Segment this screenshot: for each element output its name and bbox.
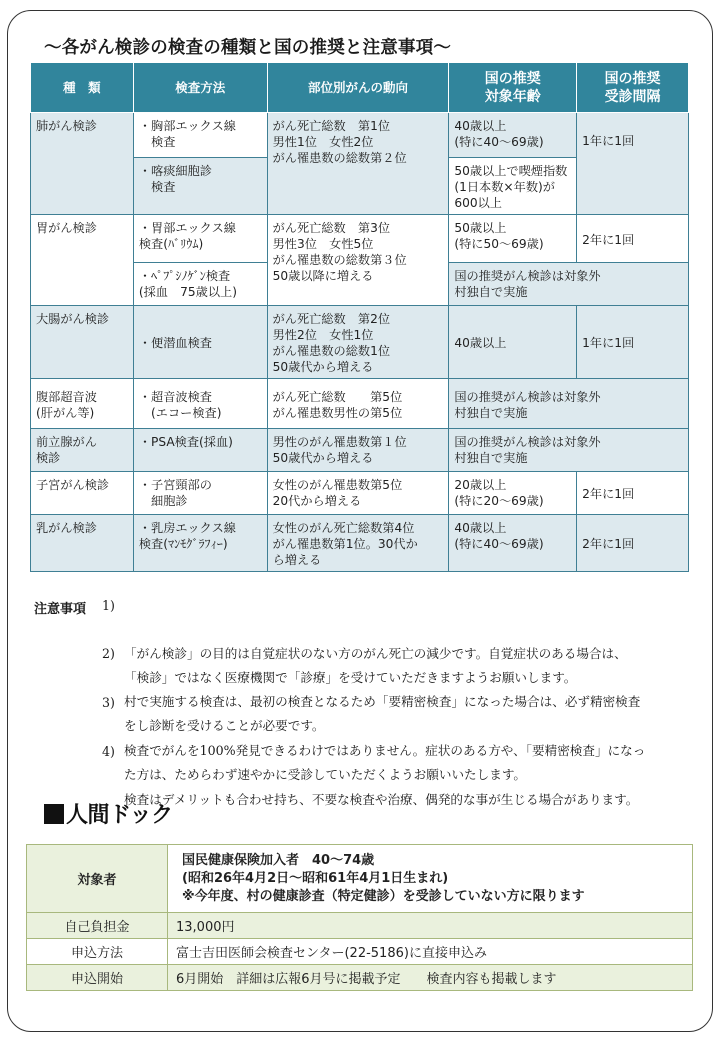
table-row bbox=[31, 215, 689, 263]
header-interval: 国の推奨 受診間隔 bbox=[577, 63, 689, 113]
table-row bbox=[27, 845, 693, 913]
note-number: 1) bbox=[102, 598, 115, 613]
dock-title-text: 人間ドック bbox=[66, 803, 173, 828]
note-text: 村で実施する検査は、最初の検査となるため「要精密検査」になった場合は、必ず精密検査 をし診断を受けることが必要です。 bbox=[124, 694, 641, 733]
lung-method-1: ・胸部エックス線 検査 bbox=[133, 113, 267, 158]
abdominal-note: 国の推奨がん検診は対象外 村独自で実施 bbox=[449, 379, 689, 429]
table-row bbox=[27, 913, 693, 939]
uterine-age: 20歳以上 (特に20～69歳) bbox=[449, 472, 577, 515]
abdominal-type: 腹部超音波 (肝がん等) bbox=[31, 379, 134, 429]
table-row bbox=[31, 306, 689, 379]
table-header-row bbox=[31, 63, 689, 113]
uterine-type: 子宮がん検診 bbox=[31, 472, 134, 515]
dock-apply-label: 申込方法 bbox=[27, 939, 168, 965]
breast-trend: 女性のがん死亡総数第4位 がん罹患数第1位。30代か ら増える bbox=[267, 515, 449, 572]
colon-age: 40歳以上 bbox=[449, 306, 577, 379]
note-item-4 bbox=[102, 740, 639, 812]
lung-method-2: ・喀痰細胞診 検査 bbox=[133, 158, 267, 215]
lung-interval: 1年に1回 bbox=[577, 113, 689, 215]
abdominal-method: ・超音波検査 (エコー検査) bbox=[133, 379, 267, 429]
breast-method: ・乳房エックス線 検査(ﾏﾝﾓｸﾞﾗﾌｨｰ) bbox=[133, 515, 267, 572]
stomach-type: 胃がん検診 bbox=[31, 215, 134, 306]
note-number: 4) bbox=[102, 744, 115, 759]
square-bullet-icon bbox=[44, 804, 64, 824]
note-number: 3) bbox=[102, 695, 115, 710]
breast-type: 乳がん検診 bbox=[31, 515, 134, 572]
colon-method: ・便潜血検査 bbox=[133, 306, 267, 379]
colon-interval: 1年に1回 bbox=[577, 306, 689, 379]
uterine-trend: 女性のがん罹患数第5位 20代から増える bbox=[267, 472, 449, 515]
dock-start-label: 申込開始 bbox=[27, 965, 168, 991]
notes-heading: 注意事項 bbox=[34, 602, 87, 617]
note-text: 検査でがんを100%発見できるわけではありません。症状のある方や、「要精密検査」になっ た方は、ためらわず速やかに受診していただくようお願いいたします。 bbox=[124, 743, 646, 782]
screening-table bbox=[30, 62, 689, 572]
note-number: 2) bbox=[102, 646, 115, 661]
dock-apply-value: 富士吉田医師会検査センター(22-5186)に直接申込み bbox=[168, 939, 693, 965]
lung-trend: がん死亡総数 第1位 男性1位 女性2位 がん罹患数の総数第２位 bbox=[267, 113, 449, 215]
dock-table bbox=[26, 844, 693, 991]
header-age: 国の推奨 対象年齢 bbox=[449, 63, 577, 113]
page-title: ～各がん検診の検査の種類と国の推奨と注意事項～ bbox=[44, 38, 452, 58]
table-row bbox=[27, 965, 693, 991]
lung-age-2: 50歳以上で喫煙指数 (1日本数×年数)が 600以上 bbox=[449, 158, 577, 215]
header-method: 検査方法 bbox=[133, 63, 267, 113]
table-row bbox=[31, 429, 689, 472]
dock-cost-value: 13,000円 bbox=[168, 913, 693, 939]
prostate-note: 国の推奨がん検診は対象外 村独自で実施 bbox=[449, 429, 689, 472]
note-text: 検査はデメリットも合わせ持ち、不要な検査や治療、偶発的な事が生じる場合があります。 bbox=[124, 792, 639, 807]
stomach-method-2: ・ﾍﾟﾌﾟｼﾉｹﾞﾝ検査 (採血 75歳以上) bbox=[133, 263, 267, 306]
breast-age: 40歳以上 (特に40～69歳) bbox=[449, 515, 577, 572]
stomach-method-1: ・胃部エックス線 検査(ﾊﾞﾘｳﾑ) bbox=[133, 215, 267, 263]
lung-age-1: 40歳以上 (特に40～69歳) bbox=[449, 113, 577, 158]
stomach-age-1: 50歳以上 (特に50～69歳) bbox=[449, 215, 577, 263]
dock-target-label: 対象者 bbox=[27, 845, 168, 913]
stomach-interval: 2年に1回 bbox=[577, 215, 689, 263]
stomach-trend: がん死亡総数 第3位 男性3位 女性5位 がん罹患数の総数第３位 50歳以降に増える bbox=[267, 215, 449, 306]
dock-cost-label: 自己負担金 bbox=[27, 913, 168, 939]
dock-target-value: 国民健康保険加入者 40～74歳 (昭和26年4月2日～昭和61年4月1日生まれ) ※今年度、村の健康診査（特定健診）を受診していない方に限ります bbox=[168, 845, 693, 913]
lung-type: 肺がん検診 bbox=[31, 113, 134, 215]
uterine-interval: 2年に1回 bbox=[577, 472, 689, 515]
table-row bbox=[31, 472, 689, 515]
table-row bbox=[31, 515, 689, 572]
table-row bbox=[27, 939, 693, 965]
uterine-method: ・子宮頸部の 細胞診 bbox=[133, 472, 267, 515]
colon-trend: がん死亡総数 第2位 男性2位 女性1位 がん罹患数の総数1位 50歳代から増える bbox=[267, 306, 449, 379]
note-text: 「がん検診」の目的は自覚症状のない方のがん死亡の減少です。自覚症状のある場合は、 「検診」ではなく医療機関で「診療」を受けていただきますようお願いします。 bbox=[124, 646, 627, 685]
prostate-type: 前立腺がん 検診 bbox=[31, 429, 134, 472]
header-trend: 部位別がんの動向 bbox=[267, 63, 449, 113]
stomach-recommend-note: 国の推奨がん検診は対象外 村独自で実施 bbox=[449, 263, 689, 306]
colon-type: 大腸がん検診 bbox=[31, 306, 134, 379]
prostate-method: ・PSA検査(採血) bbox=[133, 429, 267, 472]
dock-start-value: 6月開始 詳細は広報6月号に掲載予定 検査内容も掲載します bbox=[168, 965, 693, 991]
breast-interval: 2年に1回 bbox=[577, 515, 689, 572]
table-row bbox=[31, 113, 689, 158]
table-row bbox=[31, 379, 689, 429]
prostate-trend: 男性のがん罹患数第１位 50歳代から増える bbox=[267, 429, 449, 472]
header-type: 種 類 bbox=[31, 63, 134, 113]
dock-section-title bbox=[44, 798, 173, 829]
abdominal-trend: がん死亡総数 第5位 がん罹患数男性の第5位 bbox=[267, 379, 449, 429]
